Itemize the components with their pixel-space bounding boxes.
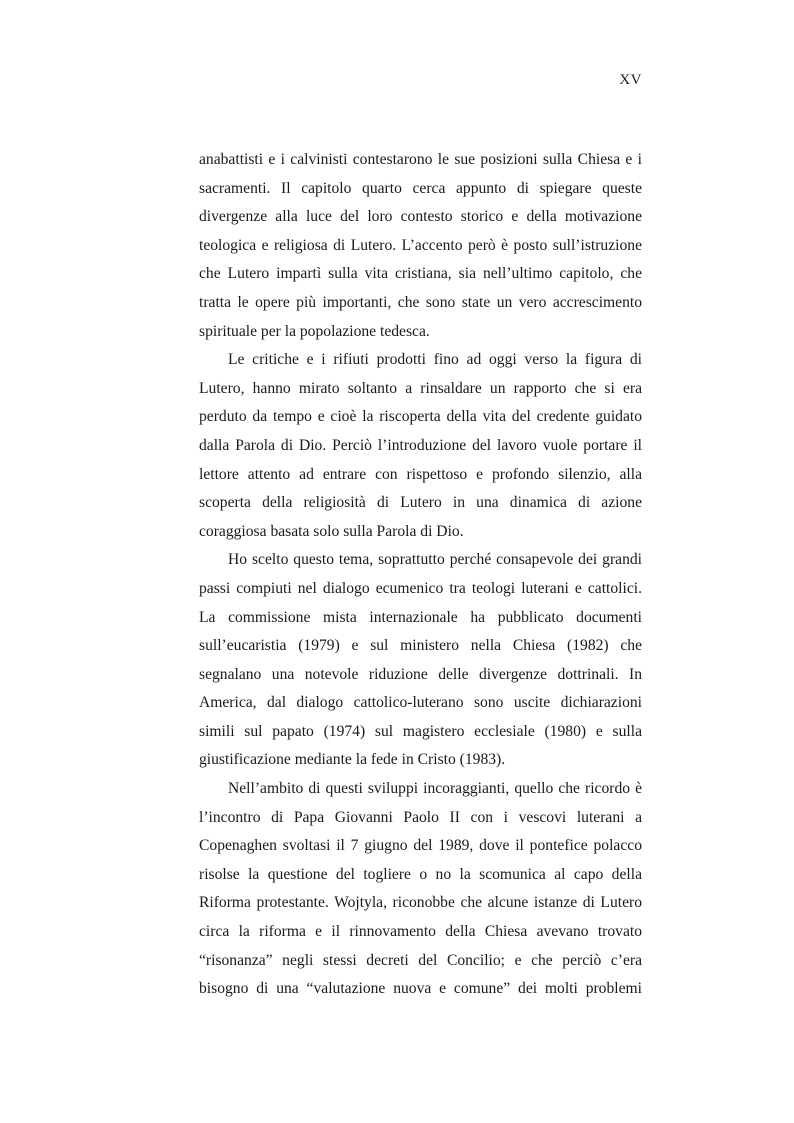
text-line: Ho scelto questo tema, soprattutto perché consapevole dei grandi <box>228 551 642 569</box>
text-line: circa la riforma e il rinnovamento della Chiesa avevano trovato <box>199 923 642 941</box>
page-number: XV <box>619 72 642 88</box>
text-line: che Lutero impartì sulla vita cristiana, sia nell’ultimo capitolo, che <box>199 265 642 283</box>
text-line: sacramenti. Il capitolo quarto cerca appunto di spiegare queste <box>199 179 642 197</box>
text-line: Riforma protestante. Wojtyla, riconobbe che alcune istanze di Lutero <box>199 894 642 912</box>
text-line: spirituale per la popolazione tedesca. <box>199 322 430 340</box>
text-line: giustificazione mediante la fede in Cristo (1983). <box>199 751 506 769</box>
text-line: La commissione mista internazionale ha pubblicato documenti <box>199 608 642 626</box>
text-line: divergenze alla luce del loro contesto storico e della motivazione <box>199 208 642 226</box>
text-line: Nell’ambito di questi sviluppi incoraggianti, quello che ricordo è <box>228 780 642 798</box>
text-line: risolse la questione del togliere o no la scomunica al capo della <box>199 865 642 883</box>
text-line: bisogno di una “valutazione nuova e comune” dei molti problemi <box>199 980 642 998</box>
text-line: lettore attento ad entrare con rispettoso e profondo silenzio, alla <box>199 465 642 483</box>
text-line: dalla Parola di Dio. Perciò l’introduzione del lavoro vuole portare il <box>199 436 642 454</box>
text-line: Lutero, hanno mirato soltanto a rinsaldare un rapporto che si era <box>199 379 642 397</box>
text-line: America, dal dialogo cattolico-luterano sono uscite dichiarazioni <box>199 694 642 712</box>
text-line: scoperta della religiosità di Lutero in una dinamica di azione <box>199 494 642 512</box>
text-line: tratta le opere più importanti, che sono state un vero accrescimento <box>199 293 642 311</box>
text-line: teologica e religiosa di Lutero. L’accento però è posto sull’istruzione <box>199 236 642 254</box>
text-line: coraggiosa basata solo sulla Parola di Dio. <box>199 522 464 540</box>
text-line: passi compiuti nel dialogo ecumenico tra teologi luterani e cattolici. <box>199 579 642 597</box>
text-line: l’incontro di Papa Giovanni Paolo II con i vescovi luterani a <box>199 808 642 826</box>
text-line: sull’eucaristia (1979) e sul ministero nella Chiesa (1982) che <box>199 637 642 655</box>
text-line: anabattisti e i calvinisti contestarono le sue posizioni sulla Chiesa e i <box>199 151 642 168</box>
text-line: Le critiche e i rifiuti prodotti fino ad oggi verso la figura di <box>228 351 642 369</box>
text-line: simili sul papato (1974) sul magistero ecclesiale (1980) e sulla <box>199 722 642 740</box>
text-line: Copenaghen svoltasi il 7 giugno del 1989, dove il pontefice polacco <box>199 837 642 855</box>
text-line: perduto da tempo e cioè la riscoperta della vita del credente guidato <box>199 408 642 426</box>
text-line: “risonanza” negli stessi decreti del Concilio; e che perciò c’era <box>199 951 642 969</box>
text-line: segnalano una notevole riduzione delle divergenze dottrinali. In <box>199 665 642 683</box>
body-text <box>199 146 642 1004</box>
